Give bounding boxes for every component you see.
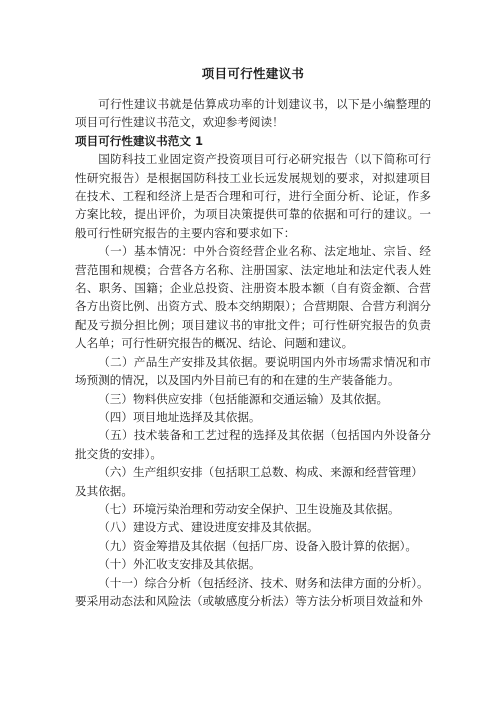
body-paragraph-continuation: 及其依据。 — [75, 483, 133, 498]
body-paragraph: （四）项目地址选择及其依据。 — [98, 409, 261, 424]
body-paragraph-continuation: 要采用动态法和风险法（或敏感度分析法）等方法分析项目效益和外 — [75, 593, 423, 608]
body-paragraph: 国防科技工业固定资产投资项目可行必研究报告（以下简称可行性研究报告）是根据国防科技工业长远发展规划的要求，对拟建项目在技术、工程和经济上是否合理和可行，进行全面分析、论证，作多方案比较，提出评价，为项目决策提供可靠的依据和可行的建议。一般可行性研究报告的主要内容和要求如下： — [75, 152, 431, 240]
body-paragraph: （七）环境污染治理和劳动安全保护、卫生设施及其依据。 — [98, 501, 400, 516]
body-paragraph: （九）资金筹措及其依据（包括厂房、设备入股计算的依据）。 — [98, 538, 418, 553]
document-page — [75, 0, 431, 707]
body-paragraph: （八）建设方式、建设进度安排及其依据。 — [98, 520, 319, 535]
document-body — [75, 95, 431, 610]
body-paragraph: （十一）综合分析（包括经济、技术、财务和法律方面的分析）。 — [98, 575, 429, 590]
body-paragraph: （三）物料供应安排（包括能源和交通运输）及其依据。 — [98, 391, 389, 406]
body-paragraph: （二）产品生产安排及其依据。要说明国内外市场需求情况和市场预测的情况，以及国内外目前已有的和在建的生产装备能力。 — [75, 354, 431, 388]
body-paragraph: （五）技术装备和工艺过程的选择及其依据（包括国内外设备分批交货的安排）。 — [75, 428, 431, 461]
body-paragraph: （一）基本情况：中外合资经营企业名称、法定地址、宗旨、经营范围和规模；合营各方名称、注册国家、法定地址和法定代表人姓名、职务、国籍；企业总投资、注册资本股本额（自有资金额、合营各方出资比例、出资方式、股本交纳期限）；合营期限、合营方利润分配及亏损分担比例；项目建议书的审批文件；可行性研究报告的负责人名单；可行性研究报告的概况、结论、问题和建议。 — [75, 244, 431, 351]
section-heading: 项目可行性建议书范文 1 — [75, 133, 204, 148]
intro-paragraph: 可行性建议书就是估算成功率的计划建议书，以下是小编整理的项目可行性建议书范文，欢迎参考阅读！ — [75, 97, 431, 130]
document-title: 项目可行性建议书 — [201, 66, 305, 81]
body-paragraph: （十）外汇收支安排及其依据。 — [98, 557, 261, 572]
body-paragraph: （六）生产组织安排（包括职工总数、构成、来源和经营管理） — [98, 465, 423, 480]
